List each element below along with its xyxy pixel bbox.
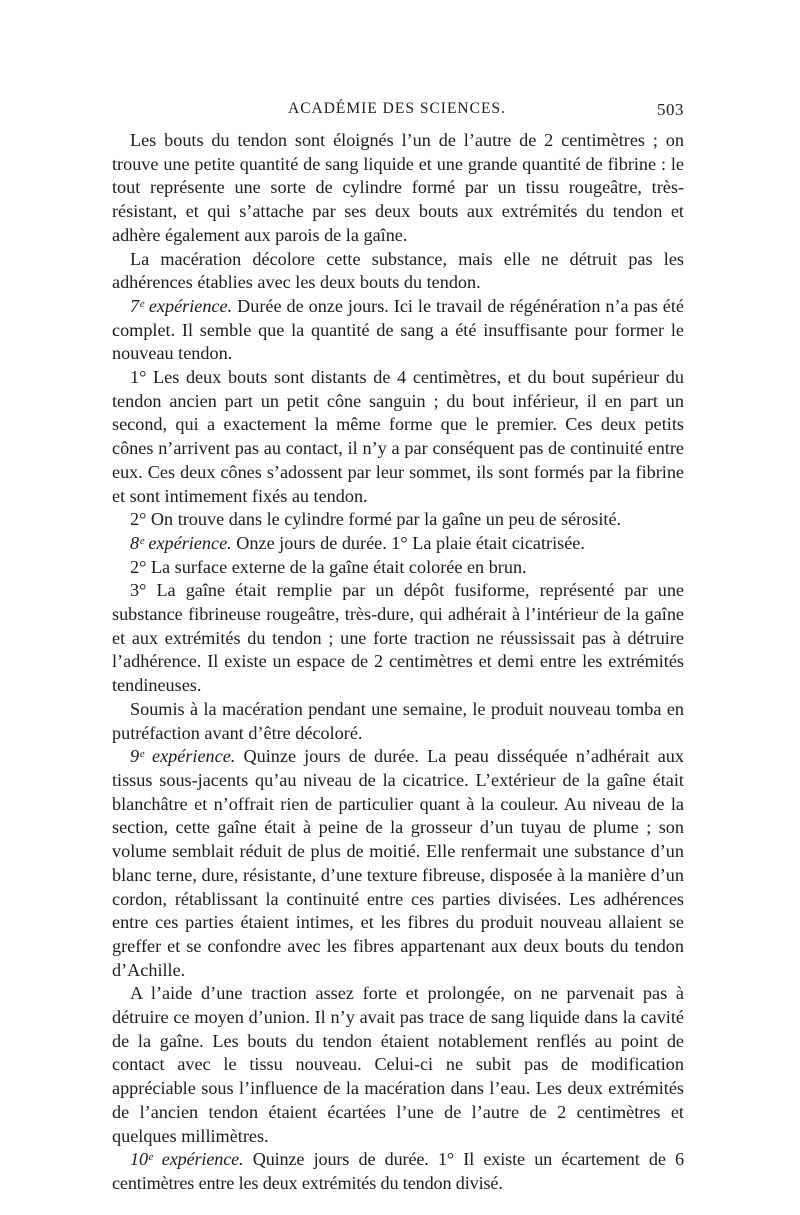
paragraph-experiment-9 xyxy=(112,745,684,982)
running-header xyxy=(112,100,684,126)
paragraph-5 xyxy=(112,508,684,532)
paragraph-text: 2° La surface externe de la gaîne était colorée en brun. xyxy=(130,556,527,577)
paragraph-experiment-10 xyxy=(112,1148,684,1195)
book-page xyxy=(112,100,684,1196)
paragraph-text: 1° Les deux bouts sont distants de 4 centimètres, et du bout supérieur du tendon ancien part un petit cône sanguin ; du bout inférieur, il en part un second, qui a exactement la même forme que le premier. Ces deux petits cônes n’arrivent pas au contact, il n’y a par conséquent pas de continuité entre eux. Ces deux cônes s’adossent par leur sommet, ils sont formés par la fibrine et sont intimement fixés au tendon. xyxy=(112,367,684,506)
paragraph-experiment-8 xyxy=(112,532,684,556)
paragraph-text: Quinze jours de durée. 1° Il existe un écartement de 6 centimètres entre les deux extrémités du tendon divisé. xyxy=(112,1149,684,1193)
paragraph-text: Les bouts du tendon sont éloignés l’un de l’autre de 2 centimètres ; on trouve une petite quantité de sang liquide et une grande quantité de fibrine : le tout représente une sorte de cylindre formé par un tissu rougeâtre, très-résistant, et qui s’attache par ses deux bouts aux extrémités du tendon et adhère également aux parois de la gaîne. xyxy=(112,130,684,245)
body-text xyxy=(112,129,684,1196)
paragraph-8 xyxy=(112,579,684,698)
paragraph-text: A l’aide d’une traction assez forte et prolongée, on ne parvenait pas à détruire ce moyen d’union. Il n’y avait pas trace de sang liquide dans la cavité de la gaîne. Les bouts du tendon étaient notablement renflés au point de contact avec le tissu nouveau. Celui-ci ne subit pas de modification appréciable sous l’influence de la macération dans l’eau. Les deux extrémités de l’ancien tendon étaient écartées l’une de l’autre de 2 centimètres et quelques millimètres. xyxy=(112,983,684,1146)
paragraph-text: Onze jours de durée. 1° La plaie était cicatrisée. xyxy=(231,532,585,553)
running-title: ACADÉMIE DES SCIENCES. xyxy=(288,100,506,117)
paragraph-text: Quinze jours de durée. La peau disséquée n’adhérait aux tissus sous-jacents qu’au niveau de la cicatrice. L’extérieur de la gaîne était blanchâtre et n’offrait rien de particulier quant à la couleur. Au niveau de la section, cette gaîne était à peine de la grosseur d’un tuyau de plume ; son volume semblait réduit de plus de moitié. Elle renfermait une substance d’un blanc terne, dure, résistante, d’une texture fibreuse, disposée à la manière d’un cordon, rétablissant la continuité entre ces parties divisées. Les adhérences entre ces parties étaient intimes, et les fibres du produit nouveau allaient se greffer et se confondre avec les fibres appartenant aux deux bouts du tendon d’Achille. xyxy=(112,746,684,980)
paragraph-text: Soumis à la macération pendant une semaine, le produit nouveau tomba en putréfaction avant d’être décoloré. xyxy=(112,698,684,743)
paragraph-text: La macération décolore cette substance, mais elle ne détruit pas les adhérences établies avec les deux bouts du tendon. xyxy=(112,248,684,293)
paragraph-2 xyxy=(112,248,684,295)
paragraph-9 xyxy=(112,698,684,745)
paragraph-11 xyxy=(112,982,684,1148)
paragraph-text: Durée de onze jours. Ici le travail de régénération n’a pas été complet. Il semble que la quantité de sang a été insuffisante pour former le nouveau tendon. xyxy=(112,295,684,364)
paragraph-4 xyxy=(112,366,684,508)
experiment-label: 9ᵉ expérience. xyxy=(130,746,236,767)
experiment-label: 8ᵉ expérience. xyxy=(130,532,232,553)
paragraph-1 xyxy=(112,129,684,248)
experiment-label: 10ᵉ expérience. xyxy=(130,1149,244,1170)
paragraph-text: 3° La gaîne était remplie par un dépôt fusiforme, représenté par une substance fibrineuse rougeâtre, très-dure, qui adhérait à l’intérieur de la gaîne et aux extrémités du tendon ; une forte traction ne réussissait pas à détruire l’adhérence. Il existe un espace de 2 centimètres et demi entre les extrémités tendineuses. xyxy=(112,580,684,696)
page-number: 503 xyxy=(657,100,684,119)
experiment-label: 7ᵉ expérience. xyxy=(130,295,233,316)
paragraph-text: 2° On trouve dans le cylindre formé par la gaîne un peu de sérosité. xyxy=(130,509,622,530)
paragraph-7 xyxy=(112,556,684,580)
paragraph-experiment-7 xyxy=(112,295,684,366)
